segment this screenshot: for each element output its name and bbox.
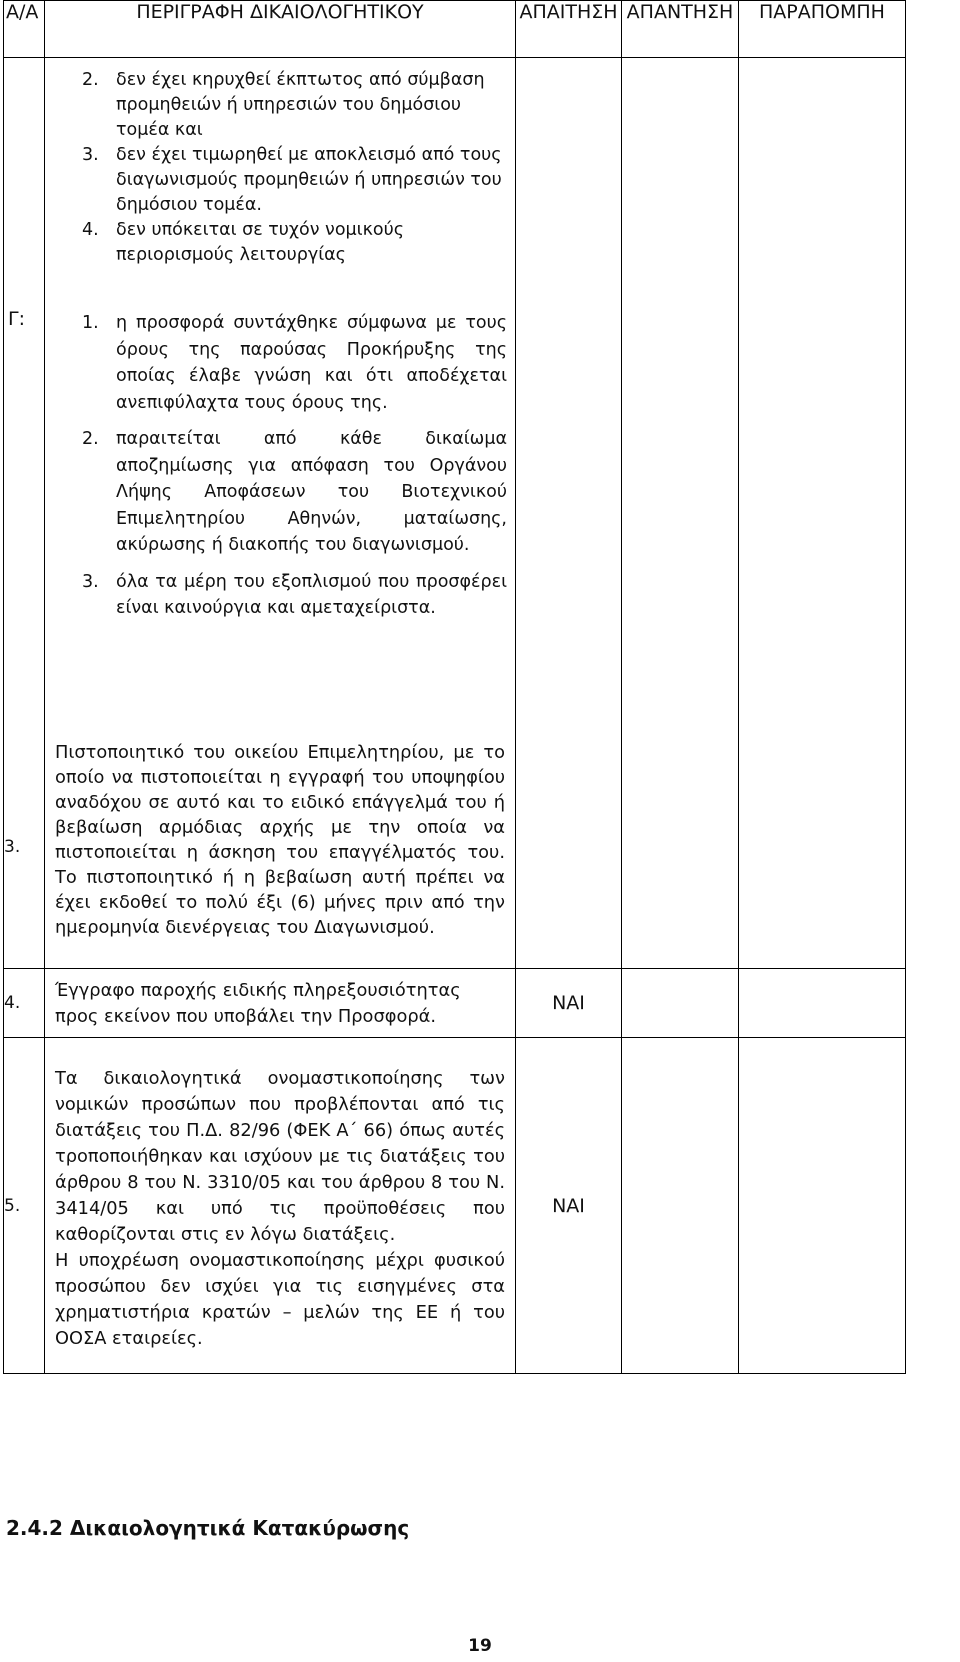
description-cell: Έγγραφο παροχής ειδικής πληρεξουσιότητας προς εκείνον που υποβάλει την Προσφορά. [45, 969, 516, 1038]
row-number: 5. [4, 1195, 21, 1216]
header-aa: Α/Α [4, 1, 45, 58]
table-header-row [4, 1, 906, 58]
list-item: 1. η προσφορά συντάχθηκε σύμφωνα με τους όρους της παρούσας Προκήρυξης της οποίας έλαβε γνώση και ότι αποδέχεται ανεπιφύλαχτα τους όρους της. [82, 313, 507, 413]
list-item: 3. όλα τα μέρη του εξοπλισμού που προσφέρει είναι καινούργια και αμεταχείριστα. [82, 571, 507, 618]
list-item: 3. δεν έχει τιμωρηθεί με αποκλεισμό από τους διαγωνισμούς προμηθειών ή υπηρεσιών του δημόσιου τομέα. [82, 145, 502, 215]
description-cell [45, 58, 516, 726]
table-row-5 [4, 1038, 906, 1374]
header-requirement: ΑΠΑΙΤΗΣΗ [516, 1, 622, 58]
description-paragraph: Τα δικαιολογητικά ονομαστικοποίησης των νομικών προσώπων που προβλέπονται από τις διατάξεις του Π.Δ. 82/96 (ΦΕΚ Α΄ 66) όπως αυτές τροποποιήθηκαν και ισχύουν με τις διατάξεις του άρθρου 8 του Ν. 3310/05 και του άρθρου 8 του Ν. 3414/05 και υπό τις προϋποθέσεις που καθορίζονται στις εν λόγω διατάξεις. [55, 1067, 505, 1245]
page-number: 19 [468, 1636, 492, 1656]
row-number: 3. [4, 836, 21, 857]
section-heading: 2.4.2 Δικαιολογητικά Κατακύρωσης [6, 1516, 410, 1540]
table-row-4 [4, 969, 906, 1038]
description-paragraph: Η υποχρέωση ονομαστικοποίησης μέχρι φυσικού προσώπου δεν ισχύει για τις εισηγμένες στα χρηματιστήρια κρατών – μελών της ΕΕ ή του ΟΟΣΑ εταιρείες. [55, 1249, 505, 1349]
requirement-cell [516, 726, 622, 969]
list-a [82, 68, 505, 268]
row-number: 4. [4, 993, 21, 1013]
table-row-3 [4, 726, 906, 969]
header-reference: ΠΑΡΑΠΟΜΠΗ [739, 1, 906, 58]
list-item: 2. παραιτείται από κάθε δικαίωμα αποζημίωσης για απόφαση του Οργάνου Λήψης Αποφάσεων του Βιοτεχνικού Επιμελητηρίου Αθηνών, ματαίωσης, ακύρωσης ή διακοπής του διαγωνισμού. [82, 429, 507, 555]
requirement-cell: ΝΑΙ [516, 1038, 622, 1374]
list-item: 4. δεν υπόκειται σε τυχόν νομικούς περιορισμούς λειτουργίας [82, 220, 405, 265]
requirements-table [3, 0, 906, 1374]
header-answer: ΑΠΑΝΤΗΣΗ [622, 1, 739, 58]
list-item: 2. δεν έχει κηρυχθεί έκπτωτος από σύμβαση προμηθειών ή υπηρεσιών του δημόσιου τομέα και [82, 70, 485, 140]
list-g [82, 310, 507, 622]
header-description: ΠΕΡΙΓΡΑΦΗ ΔΙΚΑΙΟΛΟΓΗΤΙΚΟΥ [45, 1, 516, 58]
description-cell: Πιστοποιητικό του οικείου Επιμελητηρίου, με το οποίο να πιστοποιείται η εγγραφή του υποψηφίου αναδόχου σε αυτό και το ειδικό επάγγελμά του ή βεβαίωση αρμόδιας αρχής με την οποία να πιστοποιείται η άσκηση του επαγγέλματός του. Το πιστοποιητικό ή η βεβαίωση αυτή πρέπει να έχει εκδοθεί το πολύ έξι (6) μήνες πριν από την ημερομηνία διενέργειας του Διαγωνισμού. [45, 726, 516, 969]
requirement-cell: ΝΑΙ [516, 969, 622, 1038]
gamma-label: Γ: [8, 308, 25, 330]
description-cell [45, 1038, 516, 1374]
table-row-continuation [4, 58, 906, 726]
